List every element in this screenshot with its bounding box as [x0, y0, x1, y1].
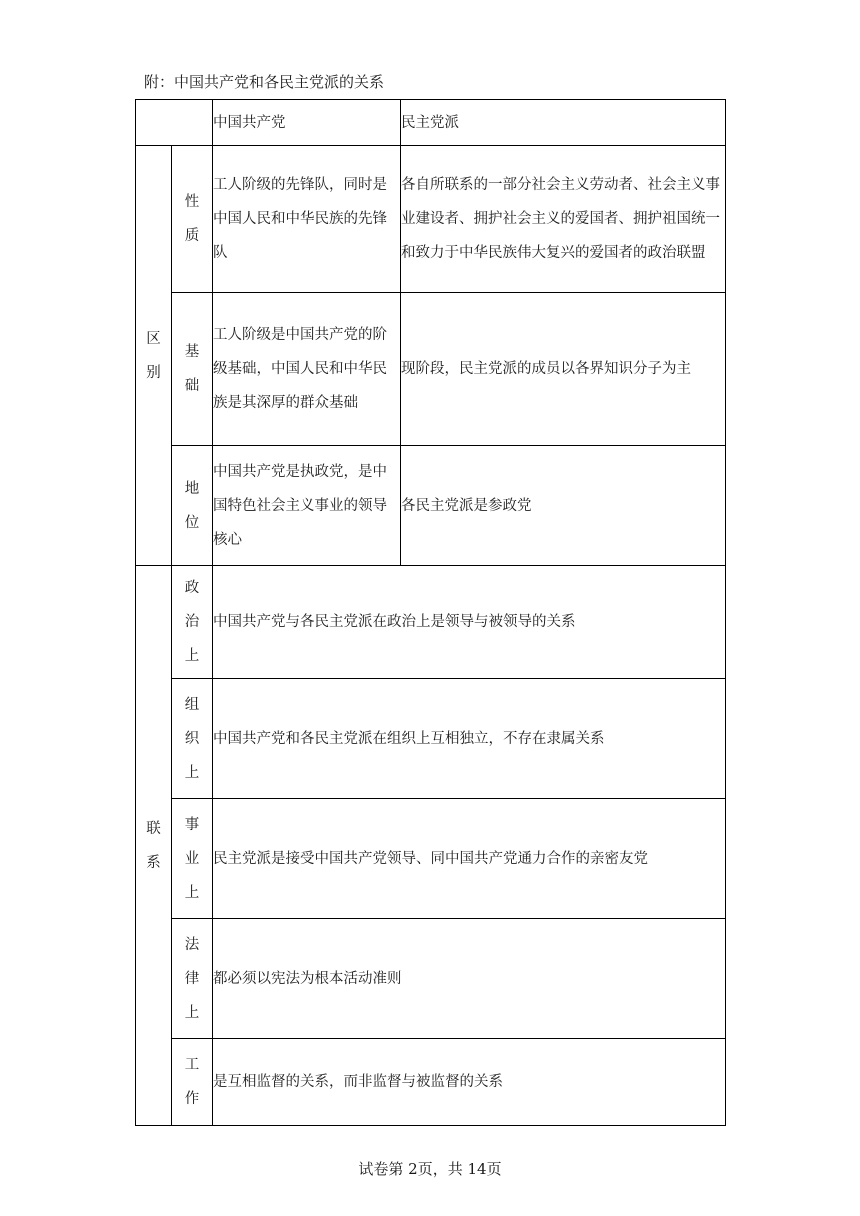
row-label-status: 地 位: [172, 446, 213, 566]
connection-legal: 都必须以宪法为根本活动准则: [213, 919, 726, 1039]
page-footer: 试卷第 2页，共 14页: [358, 1160, 502, 1178]
table-row: [136, 799, 726, 919]
row-label-basis: 基 础: [172, 293, 213, 446]
table-row: [136, 293, 726, 446]
table-row: [136, 146, 726, 293]
row-label-organizational: 组 织 上: [172, 679, 213, 799]
connection-cause: 民主党派是接受中国共产党领导、同中国共产党通力合作的亲密友党: [213, 799, 726, 919]
cpc-status: 中国共产党是执政党，是中国特色社会主义事业的领导核心: [213, 446, 401, 566]
table-row: [136, 566, 726, 679]
table-header-row: [136, 100, 726, 146]
row-label-cause: 事 业 上: [172, 799, 213, 919]
row-label-legal: 法 律 上: [172, 919, 213, 1039]
connection-work: 是互相监督的关系，而非监督与被监督的关系: [213, 1039, 726, 1126]
group-label-connection: 联 系: [136, 566, 172, 1126]
relationship-table: [135, 99, 726, 1126]
table-row: [136, 919, 726, 1039]
parties-basis: 现阶段，民主党派的成员以各界知识分子为主: [401, 293, 726, 446]
parties-status: 各民主党派是参政党: [401, 446, 726, 566]
header-cpc: 中国共产党: [213, 100, 401, 146]
table-row: [136, 446, 726, 566]
connection-organizational: 中国共产党和各民主党派在组织上互相独立，不存在隶属关系: [213, 679, 726, 799]
table-row: [136, 1039, 726, 1126]
cpc-basis: 工人阶级是中国共产党的阶级基础，中国人民和中华民族是其深厚的群众基础: [213, 293, 401, 446]
cpc-nature: 工人阶级的先锋队，同时是中国人民和中华民族的先锋队: [213, 146, 401, 293]
table-row: [136, 679, 726, 799]
row-label-work: 工 作: [172, 1039, 213, 1126]
connection-political: 中国共产党与各民主党派在政治上是领导与被领导的关系: [213, 566, 726, 679]
row-label-nature: 性 质: [172, 146, 213, 293]
page-heading: 附：中国共产党和各民主党派的关系: [144, 73, 385, 91]
row-label-political: 政 治 上: [172, 566, 213, 679]
group-label-difference: 区 别: [136, 146, 172, 566]
corner-cell: [136, 100, 213, 146]
header-democratic-parties: 民主党派: [401, 100, 726, 146]
parties-nature: 各自所联系的一部分社会主义劳动者、社会主义事业建设者、拥护社会主义的爱国者、拥护祖国统一和致力于中华民族伟大复兴的爱国者的政治联盟: [401, 146, 726, 293]
